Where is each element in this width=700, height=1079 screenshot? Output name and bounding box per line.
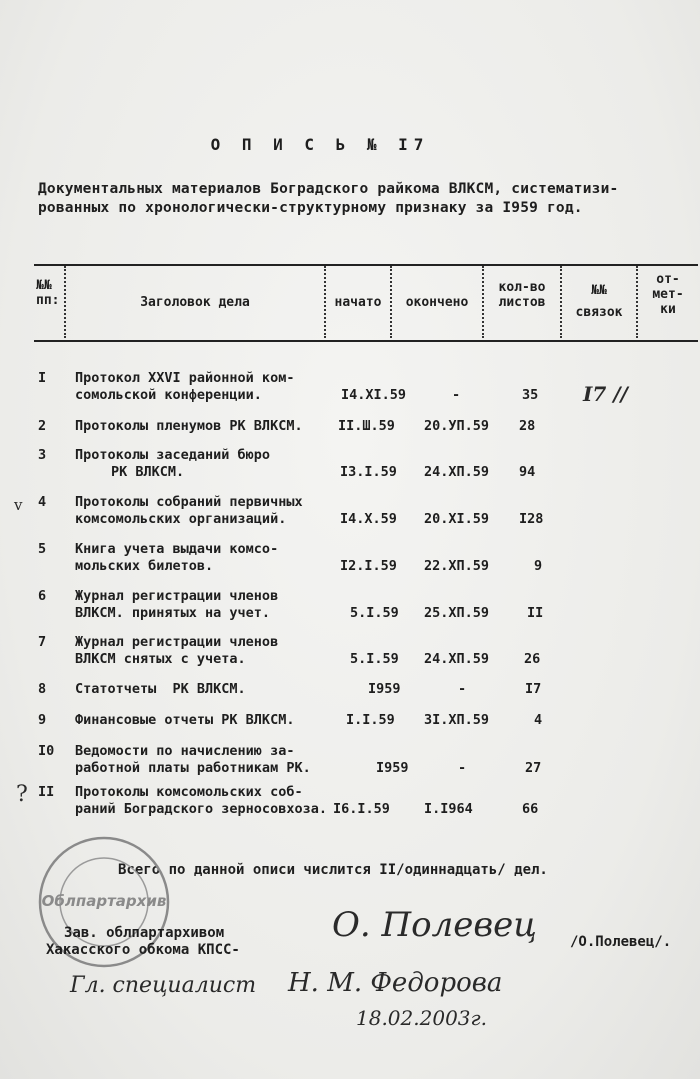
stamp-text: Облпартархив xyxy=(41,892,167,910)
row-start-date: I6.I.59 xyxy=(333,801,390,817)
row-title-line-2: раний Боградского зерносовхоза. xyxy=(75,801,327,817)
row-end-date: 20.УП.59 xyxy=(424,418,490,434)
row-title-line-2: РК ВЛКСМ. xyxy=(111,464,185,480)
row-sheet-count: 28 xyxy=(519,418,536,434)
row-number: I0 xyxy=(38,743,55,759)
row-title xyxy=(75,784,327,818)
row-start-date: I3.I.59 xyxy=(340,464,397,480)
signer-line-2: Хакасского обкома КПСС- xyxy=(46,942,240,958)
row-start-date: II.Ш.59 xyxy=(338,418,395,434)
row-bundle-number: I7 // xyxy=(583,382,628,406)
row-sheet-count: II xyxy=(527,605,544,621)
page-title: О П И С Ь № I7 xyxy=(210,135,430,154)
row-title-line-2: сомольской конференции. xyxy=(75,387,262,403)
row-end-date: 24.ХП.59 xyxy=(424,651,490,667)
row-sheet-count: 9 xyxy=(534,558,543,574)
row-title-line-1: Журнал регистрации членов xyxy=(75,588,279,604)
margin-question-mark: ? xyxy=(16,782,28,807)
row-start-date: I.I.59 xyxy=(346,712,395,728)
row-start-date: I959 xyxy=(368,681,401,697)
signer-line-1: Зав. облпартархивом xyxy=(64,925,225,941)
row-title-line-2: мольских билетов. xyxy=(75,558,214,574)
row-title xyxy=(75,370,294,404)
row-title-line-2: ВЛКСМ снятых с учета. xyxy=(75,651,246,667)
row-number: 7 xyxy=(38,634,47,650)
table-header-bottom-rule xyxy=(34,340,698,342)
row-number: 8 xyxy=(38,681,47,697)
row-sheet-count: 35 xyxy=(522,387,539,403)
row-title xyxy=(75,447,270,481)
column-header-title: Заголовок дела xyxy=(140,295,250,310)
document-total: Всего по данной описи числится II/одиннадцать/ дел. xyxy=(118,862,548,878)
column-header-bundles: №№ связок xyxy=(575,283,623,320)
row-number: 2 xyxy=(38,418,47,434)
row-end-date: 22.ХП.59 xyxy=(424,558,490,574)
row-title xyxy=(75,743,311,777)
row-end-date: 3I.ХП.59 xyxy=(424,712,490,728)
row-end-date: - xyxy=(458,681,467,697)
table-top-rule xyxy=(34,264,698,266)
column-header-count: кол-во листов xyxy=(498,280,546,310)
row-title-line-1: Протоколы собраний первичных xyxy=(75,494,303,510)
row-end-date: I.I964 xyxy=(424,801,473,817)
row-number: 4 xyxy=(38,494,47,510)
row-end-date: 20.XI.59 xyxy=(424,511,490,527)
specialist-name-handwritten: Н. М. Федорова xyxy=(288,968,503,998)
row-number: 3 xyxy=(38,447,47,463)
row-title xyxy=(75,634,278,668)
signer-title xyxy=(46,925,240,959)
row-sheet-count: I7 xyxy=(525,681,542,697)
row-title xyxy=(75,588,278,622)
row-sheet-count: 66 xyxy=(522,801,539,817)
row-sheet-count: 94 xyxy=(519,464,536,480)
row-end-date: 24.ХП.59 xyxy=(424,464,490,480)
document-intro xyxy=(38,180,658,218)
row-title-line-1: Ведомости по начислению за- xyxy=(75,743,295,759)
row-start-date: I2.I.59 xyxy=(340,558,397,574)
row-sheet-count: 27 xyxy=(525,760,542,776)
row-number: 5 xyxy=(38,541,47,557)
row-sheet-count: 4 xyxy=(534,712,543,728)
column-header-end: окончено xyxy=(405,295,469,310)
column-divider xyxy=(64,266,66,338)
row-title-line-1: Протоколы заседаний бюро xyxy=(75,447,271,463)
row-number: I xyxy=(38,370,47,386)
row-title: Финансовые отчеты РК ВЛКСМ. xyxy=(75,712,295,728)
row-title: Статотчеты РК ВЛКСМ. xyxy=(75,681,246,697)
row-title-line-2: комсомольских организаций. xyxy=(75,511,287,527)
row-end-date: - xyxy=(458,760,467,776)
row-start-date: I4.X.59 xyxy=(340,511,397,527)
column-header-start: начато xyxy=(334,295,382,310)
handwritten-signature: О. Полевец xyxy=(332,905,538,945)
specialist-title-handwritten: Гл. специалист xyxy=(70,973,257,998)
row-title-line-1: Протоколы комсомольских соб- xyxy=(75,784,303,800)
row-sheet-count: 26 xyxy=(524,651,541,667)
handwritten-date: 18.02.2003г. xyxy=(356,1006,487,1030)
row-sheet-count: I28 xyxy=(519,511,544,527)
row-number: 6 xyxy=(38,588,47,604)
row-start-date: 5.I.59 xyxy=(350,605,399,621)
column-header-notes: от- мет- ки xyxy=(652,272,684,317)
row-end-date: 25.ХП.59 xyxy=(424,605,490,621)
row-start-date: I959 xyxy=(376,760,409,776)
row-title-line-1: Книга учета выдачи комсо- xyxy=(75,541,279,557)
row-number: 9 xyxy=(38,712,47,728)
row-title: Протоколы пленумов РК ВЛКСМ. xyxy=(75,418,303,434)
row-end-date: - xyxy=(452,387,461,403)
row-title-line-1: Протокол XXVI районной ком- xyxy=(75,370,295,386)
signer-name: /О.Полевец/. xyxy=(570,934,672,950)
column-header-number: №№ пп: xyxy=(36,278,60,308)
row-title xyxy=(75,541,278,575)
margin-check-mark: v xyxy=(14,496,23,514)
row-start-date: 5.I.59 xyxy=(350,651,399,667)
row-start-date: I4.XI.59 xyxy=(340,387,406,403)
row-title-line-2: работной платы работникам РК. xyxy=(75,760,311,776)
row-title-line-2: ВЛКСМ. принятых на учет. xyxy=(75,605,271,621)
row-title xyxy=(75,494,303,528)
row-title-line-1: Журнал регистрации членов xyxy=(75,634,279,650)
intro-line-1: Документальных материалов Боградского райкома ВЛКСМ, систематизи- xyxy=(38,181,619,197)
intro-line-2: рованных по хронологически-структурному признаку за I959 год. xyxy=(38,200,583,216)
row-number: II xyxy=(38,784,55,800)
